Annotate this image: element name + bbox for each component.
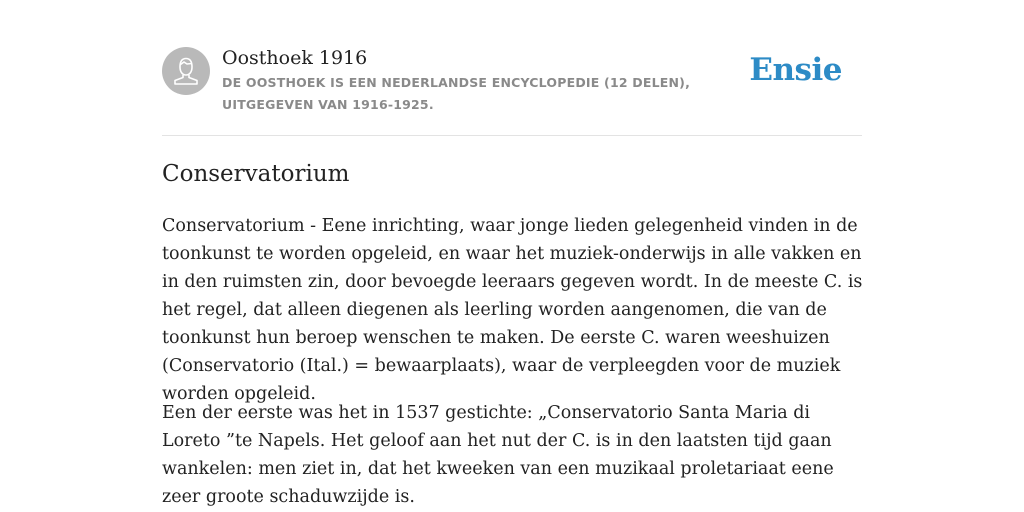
ensie-logo[interactable]: Ensie [749, 52, 842, 88]
page-container [162, 0, 862, 512]
source-title[interactable]: Oosthoek 1916 [222, 47, 368, 69]
source-description: DE OOSTHOEK IS EEN NEDERLANDSE ENCYCLOPEDIE (12 DELEN), UITGEGEVEN VAN 1916-1925. [222, 75, 691, 112]
source-header [162, 46, 862, 116]
entry-paragraph: Een der eerste was het in 1537 gestichte: „Conservatorio Santa Maria di Loreto ”te Napels. Het geloof aan het nut der C. is in den laatsten tijd gaan wankelen: men ziet in, dat het kweeken van een muzikaal proletariaat eene zeer groote schaduwzijde is. [162, 403, 834, 507]
avatar[interactable] [162, 47, 210, 95]
entry-paragraph: Conservatorium - Eene inrichting, waar jonge lieden gelegenheid vinden in de toonkunst te worden opgeleid, en waar het muziek-onderwijs in alle vakken en in den ruimsten zin, door bevoegde leeraars gegeven wordt. In de meeste C. is het regel, dat alleen diegenen als leerling worden aangenomen, die van de toonkunst hun beroep wenschen te maken. De eerste C. waren weeshuizen (Conservatorio (Ital.) = bewaarplaats), waar de verpleegden voor de muziek worden opgeleid. [162, 216, 863, 404]
user-icon [162, 47, 210, 95]
entry-title: Conservatorium [162, 161, 350, 187]
header-divider [162, 135, 862, 136]
